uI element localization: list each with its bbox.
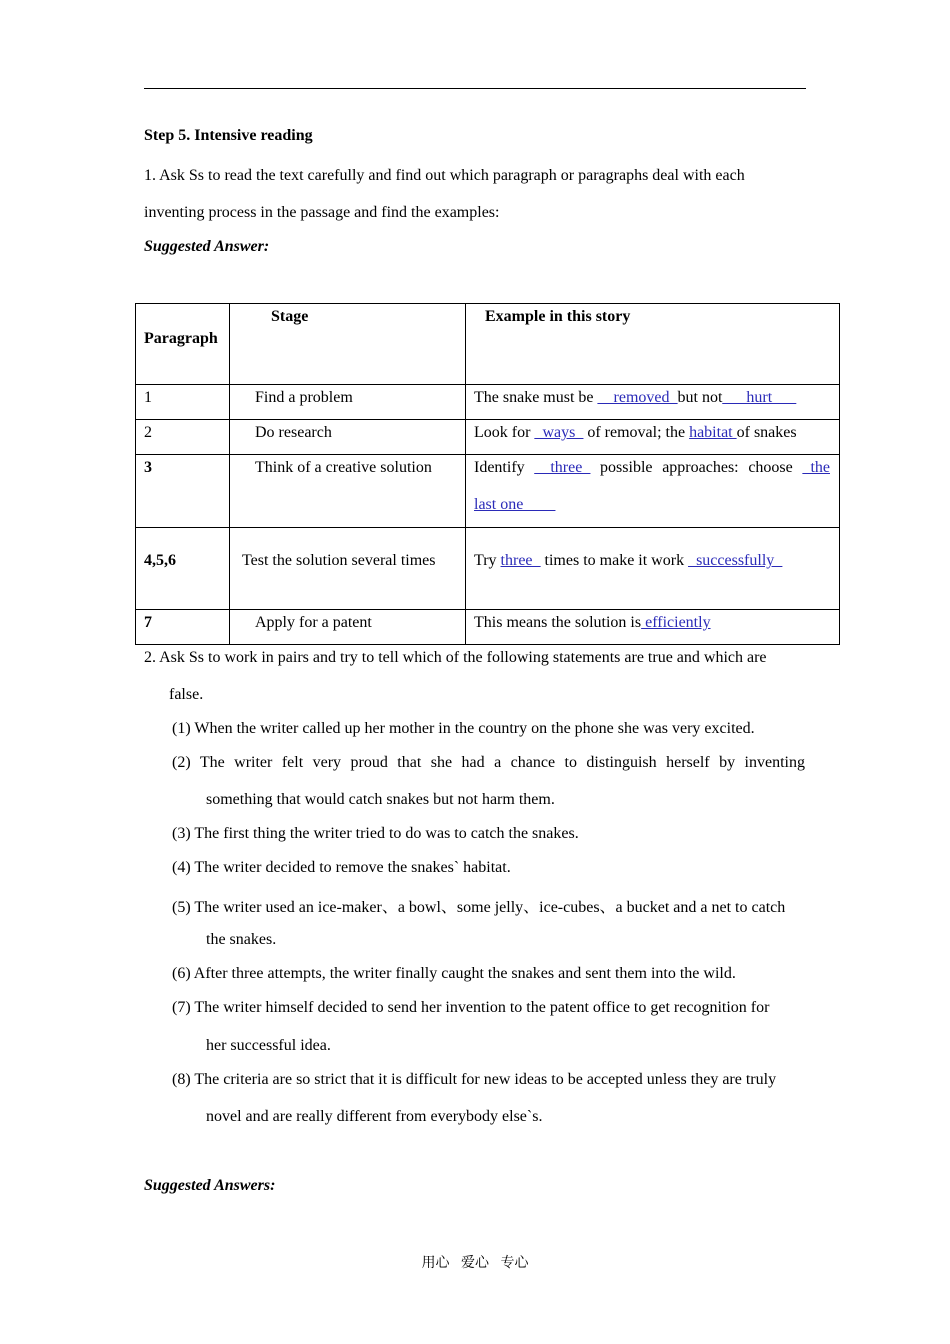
- header-paragraph-cell: [136, 304, 230, 385]
- statement-5-line2: the snakes.: [206, 931, 277, 948]
- table-row: [136, 385, 840, 420]
- blank-efficiently: efficiently: [641, 614, 711, 631]
- row3-example-cell: [466, 455, 840, 528]
- row3-example-text-d: choose: [748, 459, 793, 476]
- page-footer: 用心 爱心 专心: [421, 1256, 529, 1271]
- header-paragraph: Paragraph: [144, 330, 218, 347]
- row2-paragraph: 2: [144, 424, 152, 441]
- statement-4: (4) The writer decided to remove the snakes` habitat.: [172, 859, 511, 876]
- row4-example-text-a: Try: [474, 552, 501, 569]
- row5-stage-cell: [230, 610, 466, 645]
- row2-example-text-c: of snakes: [736, 424, 797, 441]
- q1-line1: 1. Ask Ss to read the text carefully and find out which paragraph or paragraphs deal with each: [144, 167, 745, 184]
- row3-example-line1: [474, 459, 830, 477]
- row4-example: [474, 552, 782, 570]
- blank-three: __three_: [534, 459, 591, 476]
- statement-2-line2: something that would catch snakes but not harm them.: [206, 791, 555, 808]
- statement-7-line2: her successful idea.: [206, 1037, 331, 1054]
- row1-stage-cell: [230, 385, 466, 420]
- q2-line2: false.: [169, 686, 204, 703]
- statement-1: (1) When the writer called up her mother in the country on the phone she was very excited.: [172, 720, 755, 737]
- row5-example: [474, 614, 711, 632]
- header-stage-cell: [230, 304, 466, 385]
- table-row: [136, 610, 840, 645]
- row1-example: [474, 389, 796, 407]
- blank-removed: __removed_: [597, 389, 678, 406]
- header-example-cell: [466, 304, 840, 385]
- row1-example-text-b: but not: [677, 389, 723, 406]
- header-rule: [144, 88, 806, 89]
- row5-paragraph: 7: [144, 614, 152, 631]
- row4-paragraph: 4,5,6: [144, 552, 176, 569]
- row2-example-cell: [466, 420, 840, 455]
- header-example: Example in this story: [485, 308, 631, 325]
- row5-stage: Apply for a patent: [255, 614, 372, 631]
- statement-8-line1: (8) The criteria are so strict that it is difficult for new ideas to be accepted unless they are truly: [172, 1071, 777, 1088]
- blank-ways: _ways_: [534, 424, 584, 441]
- suggested-answer-label: Suggested Answer:: [144, 238, 270, 255]
- table-row: [136, 528, 840, 610]
- table-header-row: [136, 304, 840, 385]
- statement-6: (6) After three attempts, the writer finally caught the snakes and sent them into the wild.: [172, 965, 736, 982]
- row1-paragraph-cell: [136, 385, 230, 420]
- suggested-answers-label: Suggested Answers:: [144, 1177, 276, 1194]
- row4-paragraph-cell: [136, 528, 230, 610]
- row2-example-text-a: Look for: [474, 424, 535, 441]
- row1-paragraph: 1: [144, 389, 152, 406]
- blank-the: _the: [802, 459, 830, 476]
- row1-example-text-a: The snake must be: [474, 389, 598, 406]
- row2-stage-cell: [230, 420, 466, 455]
- row3-paragraph: 3: [144, 459, 152, 476]
- row4-example-text-b: times to make it work: [540, 552, 689, 569]
- step-title: Step 5. Intensive reading: [144, 127, 313, 144]
- row3-example-text-a: Identify: [474, 459, 525, 476]
- header-stage: Stage: [271, 308, 309, 325]
- row3-example-text-c: approaches:: [662, 459, 739, 476]
- row3-example-line2: [474, 496, 555, 514]
- row1-example-cell: [466, 385, 840, 420]
- statement-2-line1: (2) The writer felt very proud that she had a chance to distinguish herself by inventing: [172, 754, 805, 771]
- row2-paragraph-cell: [136, 420, 230, 455]
- row2-stage: Do research: [255, 424, 332, 441]
- row3-stage: Think of a creative solution: [255, 459, 432, 476]
- row5-paragraph-cell: [136, 610, 230, 645]
- statement-8-line2: novel and are really different from everybody else`s.: [206, 1108, 543, 1125]
- blank-hurt: ___hurt___: [722, 389, 797, 406]
- row4-example-cell: [466, 528, 840, 610]
- table-row: [136, 455, 840, 528]
- statement-3: (3) The first thing the writer tried to do was to catch the snakes.: [172, 825, 579, 842]
- row4-stage-cell: [230, 528, 466, 610]
- answer-table: [135, 303, 840, 645]
- row4-stage: Test the solution several times: [242, 552, 436, 569]
- table-row: [136, 420, 840, 455]
- row2-example: [474, 424, 797, 442]
- row5-example-text-a: This means the solution is: [474, 614, 642, 631]
- blank-three-times: three_: [500, 552, 541, 569]
- row3-example-text-b: possible: [600, 459, 653, 476]
- q2-line1: 2. Ask Ss to work in pairs and try to tell which of the following statements are true and which are: [144, 649, 767, 666]
- row5-example-cell: [466, 610, 840, 645]
- q1-line2: inventing process in the passage and find the examples:: [144, 204, 500, 221]
- row3-stage-cell: [230, 455, 466, 528]
- blank-last-one: last one____: [474, 496, 556, 513]
- row1-stage: Find a problem: [255, 389, 353, 406]
- row3-paragraph-cell: [136, 455, 230, 528]
- blank-habitat: habitat: [689, 424, 737, 441]
- statement-7-line1: (7) The writer himself decided to send her invention to the patent office to get recognition for: [172, 999, 770, 1016]
- row2-example-text-b: of removal; the: [583, 424, 690, 441]
- blank-successfully: _successfully_: [688, 552, 783, 569]
- statement-5-line1: (5) The writer used an ice-maker、a bowl、some jelly、ice-cubes、a bucket and a net to catch: [172, 899, 786, 916]
